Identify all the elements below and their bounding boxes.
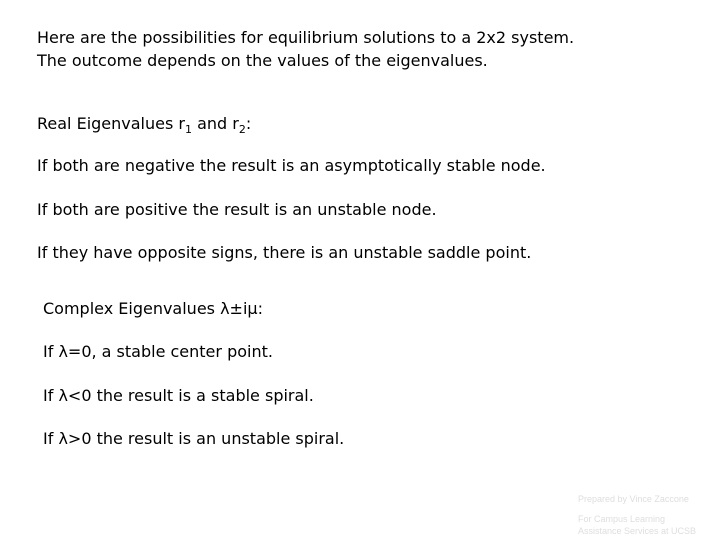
complex-eigenvalues-heading: Complex Eigenvalues λ±iμ:: [43, 299, 263, 318]
footer-credit-line-3: Assistance Services at UCSB: [578, 526, 697, 536]
complex-case-negative: If λ<0 the result is a stable spiral.: [43, 386, 314, 405]
complex-case-positive: If λ>0 the result is an unstable spiral.: [43, 429, 345, 448]
real-heading-subscript-2: 2: [238, 123, 246, 136]
real-heading-subscript-1: 1: [184, 123, 192, 136]
intro-line-2: The outcome depends on the values of the eigenvalues.: [37, 51, 488, 70]
complex-case-zero: If λ=0, a stable center point.: [43, 342, 273, 361]
real-eigenvalues-heading: [37, 114, 251, 134]
real-heading-suffix: :: [245, 114, 252, 133]
real-case-positive: If both are positive the result is an unstable node.: [37, 200, 437, 219]
real-case-opposite-signs: If they have opposite signs, there is an unstable saddle point.: [37, 243, 532, 262]
real-case-negative: If both are negative the result is an asymptotically stable node.: [37, 156, 546, 175]
footer-credit-line-1: Prepared by Vince Zaccone: [578, 494, 689, 504]
real-heading-mid: and r: [191, 114, 239, 133]
footer-credit-line-2: For Campus Learning: [578, 514, 666, 524]
real-heading-prefix: Real Eigenvalues r: [37, 114, 185, 133]
intro-line-1: Here are the possibilities for equilibrium solutions to a 2x2 system.: [37, 28, 575, 47]
